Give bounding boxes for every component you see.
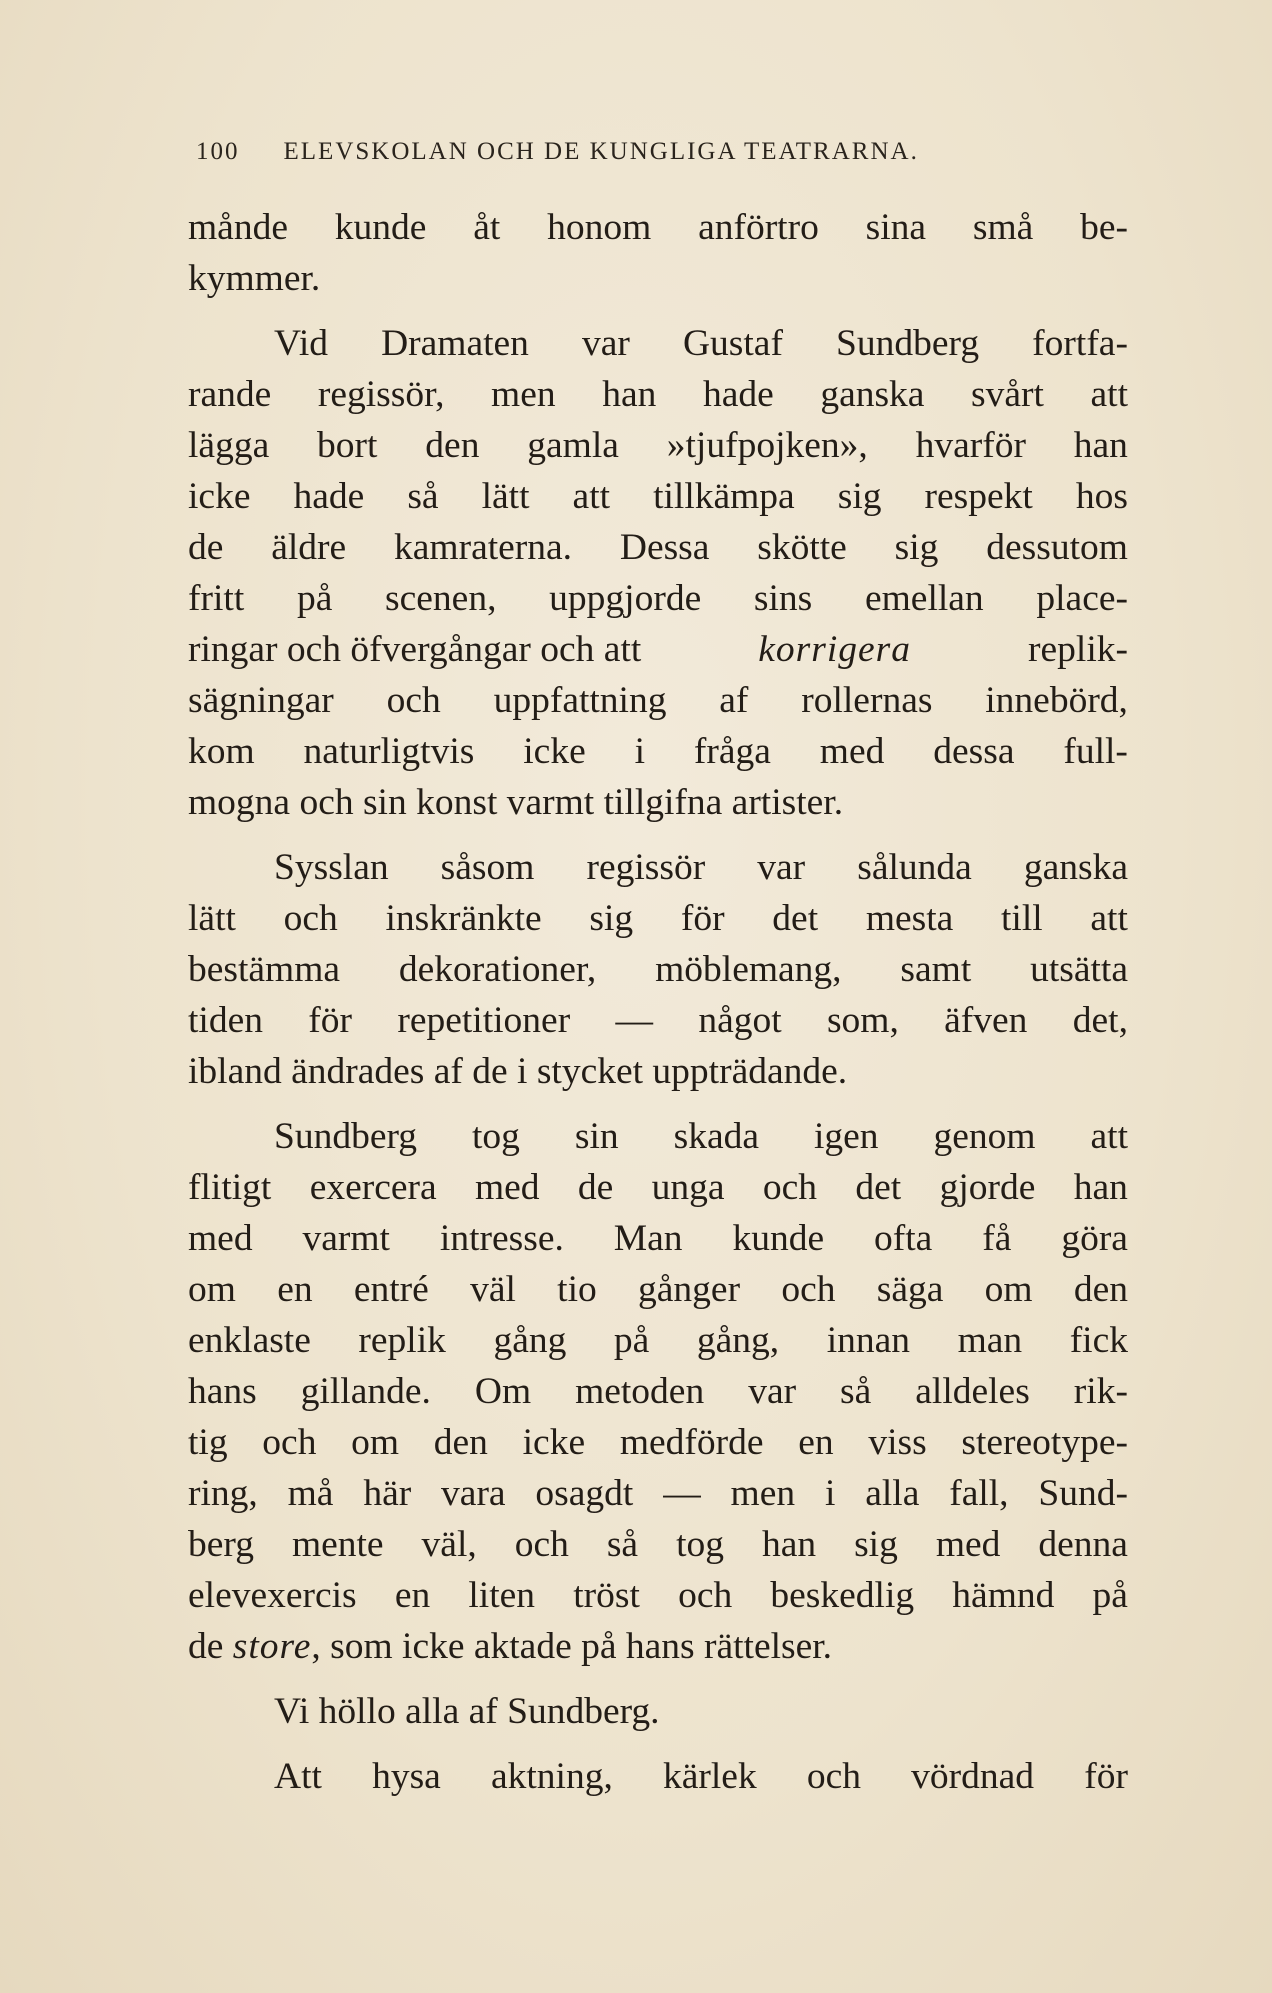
text-line: hans gillande. Om metoden var så alldeles rik-	[188, 1371, 1128, 1412]
text-line: månde kunde åt honom anförtro sina små be-	[188, 207, 1128, 248]
text-line: med varmt intresse. Man kunde ofta få göra	[188, 1218, 1128, 1259]
body-text	[188, 202, 1128, 1802]
text-line: Att hysa aktning, kärlek och vördnad för	[274, 1756, 1128, 1797]
text-line: ibland ändrades af de i stycket uppträdande.	[188, 1051, 848, 1092]
text-line: berg mente väl, och så tog han sig med denna	[188, 1524, 1128, 1565]
italic-word: korrigera	[758, 629, 912, 670]
line-text: , som icke aktade på hans rättelser.	[311, 1626, 833, 1667]
text-line: Vid Dramaten var Gustaf Sundberg fortfa-	[274, 323, 1128, 364]
text-line: tiden för repetitioner — något som, äfven det,	[188, 1000, 1128, 1041]
text-line-mixed	[188, 1621, 1128, 1672]
text-line: de äldre kamraterna. Dessa skötte sig dessutom	[188, 527, 1128, 568]
text-line: rande regissör, men han hade ganska svårt att	[188, 374, 1128, 415]
text-line: Sysslan såsom regissör var sålunda ganska	[274, 847, 1128, 888]
text-line: om en entré väl tio gånger och säga om den	[188, 1269, 1128, 1310]
text-line: lätt och inskränkte sig för det mesta till att	[188, 898, 1128, 939]
text-line: flitigt exercera med de unga och det gjorde han	[188, 1167, 1128, 1208]
italic-word: store	[232, 1626, 312, 1667]
text-line: enklaste replik gång på gång, innan man fick	[188, 1320, 1128, 1361]
text-line: ring, må här vara osagdt — men i alla fall, Sund-	[188, 1473, 1128, 1514]
text-line: bestämma dekorationer, möblemang, samt utsätta	[188, 949, 1128, 990]
running-title: ELEVSKOLAN OCH DE KUNGLIGA TEATRARNA.	[283, 138, 919, 165]
text-line: elevexercis en liten tröst och beskedlig hämnd på	[188, 1575, 1128, 1616]
line-text: replik-	[1028, 629, 1128, 670]
text-line: lägga bort den gamla »tjufpojken», hvarför han	[188, 425, 1128, 466]
text-line: fritt på scenen, uppgjorde sins emellan place-	[188, 578, 1128, 619]
text-line: mogna och sin konst varmt tillgifna artister.	[188, 782, 844, 823]
text-line: Vi höllo alla af Sundberg.	[274, 1691, 660, 1732]
text-line: kymmer.	[188, 258, 321, 299]
text-line: tig och om den icke medförde en viss stereotype-	[188, 1422, 1128, 1463]
text-line: sägningar och uppfattning af rollernas innebörd,	[188, 680, 1128, 721]
line-text: ringar och öfvergångar och att	[188, 629, 642, 670]
text-line: Sundberg tog sin skada igen genom att	[274, 1116, 1128, 1157]
line-text: de	[188, 1626, 224, 1667]
text-line: kom naturligtvis icke i fråga med dessa full-	[188, 731, 1128, 772]
running-header	[196, 138, 1076, 166]
text-line: icke hade så lätt att tillkämpa sig respekt hos	[188, 476, 1128, 517]
text-line-mixed	[188, 624, 1128, 675]
page-number: 100	[196, 138, 240, 165]
